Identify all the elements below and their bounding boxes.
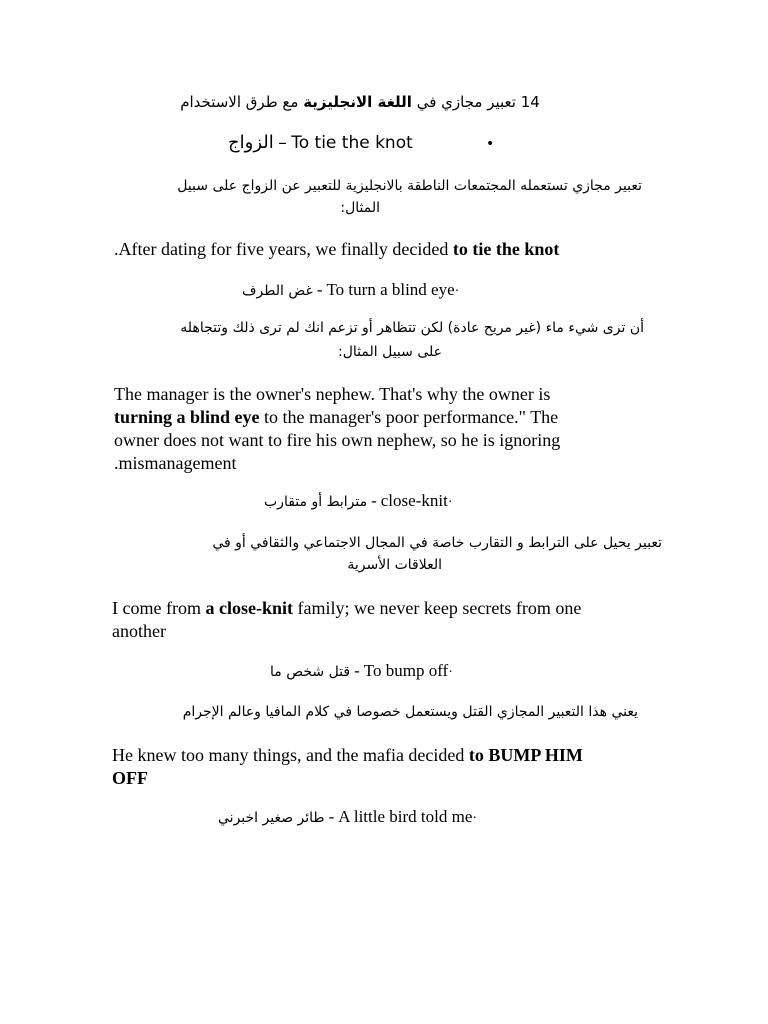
idiom-4-dash: -	[354, 661, 360, 680]
idiom-2-dash: -	[316, 280, 323, 299]
idiom-2-example-line2	[114, 406, 558, 429]
idiom-3-english: close-knit	[380, 491, 448, 510]
idiom-3-description-line2: العلاقات الأسرية	[347, 557, 442, 573]
idiom-1-example	[114, 238, 559, 261]
idiom-1-description-line1: تعبير مجازي تستعمله المجتمعات الناطقة بالانجليزية للتعبير عن الزواج على سبيل	[177, 178, 642, 194]
idiom-1-dash: –	[278, 133, 287, 153]
idiom-2-example-line3: owner does not want to fire his own nephew, so he is ignoring	[114, 430, 561, 450]
title-emphasis: اللغة الانجليزية	[303, 93, 412, 111]
idiom-4-example-line1	[112, 744, 583, 767]
idiom-4-arabic: قتل شخص ما	[270, 664, 351, 680]
idiom-2-description-line1: أن ترى شيء ماء (غير مريح عادة) لكن تتظاهر أو تزعم انك لم ترى ذلك وتتجاهله	[180, 320, 644, 336]
idiom-2-marker: ·	[454, 284, 460, 299]
idiom-4-marker: ·	[448, 665, 453, 680]
idiom-2-example-bold: turning a blind eye	[114, 407, 260, 427]
idiom-3-example-line2: another	[112, 621, 166, 641]
idiom-4-example-bold2: OFF	[112, 768, 148, 788]
idiom-1-example-text: .After dating for five years, we finally decided	[114, 239, 453, 259]
idiom-5-english: A little bird told me	[338, 807, 473, 826]
title-prefix: 14 تعبير مجازي في	[411, 93, 540, 111]
idiom-4-description-line1: يعني هذا التعبير المجازي القتل ويستعمل خصوصا في كلام المافيا وعالم الإجرام	[182, 704, 638, 720]
idiom-5-dash: -	[328, 807, 335, 826]
idiom-4-english: To bump off	[363, 661, 449, 680]
idiom-3-example-post: family; we never keep secrets from one	[292, 598, 582, 618]
idiom-1-heading	[228, 132, 528, 153]
idiom-5-heading	[218, 807, 477, 828]
idiom-5-arabic: طائر صغير اخبرني	[218, 810, 325, 826]
idiom-2-english: To turn a blind eye	[326, 280, 455, 299]
idiom-1-arabic: الزواج	[228, 132, 274, 153]
idiom-3-arabic: مترابط أو متقارب	[264, 494, 368, 510]
idiom-4-example-pre: He knew too many things, and the mafia decided	[112, 745, 469, 765]
idiom-1-english: To tie the knot	[291, 133, 413, 153]
idiom-2-example-line4: .mismanagement	[114, 453, 237, 473]
bullet-icon: •	[486, 136, 495, 152]
idiom-3-example-bold: a close-knit	[205, 598, 293, 618]
idiom-4-example-line2	[112, 767, 148, 790]
idiom-4-example-bold: to BUMP HIM	[468, 745, 583, 765]
idiom-4-heading	[270, 661, 453, 682]
idiom-3-example-line1	[112, 597, 581, 620]
idiom-5-marker: ·	[472, 811, 478, 826]
idiom-1-description-line2: المثال:	[340, 200, 380, 216]
idiom-2-description-line2: على سبيل المثال:	[338, 344, 442, 360]
idiom-2-example-line1: The manager is the owner's nephew. That's why the owner is	[114, 384, 551, 404]
idiom-3-heading	[264, 491, 452, 512]
page-title	[150, 92, 570, 112]
idiom-3-marker: ·	[447, 495, 453, 510]
title-suffix: مع طرق الاستخدام	[180, 93, 304, 111]
idiom-3-example-pre: I come from	[112, 598, 206, 618]
idiom-3-description-line1: تعبير يحيل على الترابط و التقارب خاصة في المجال الاجتماعي والثقافي أو في	[212, 535, 662, 551]
idiom-2-heading	[242, 280, 459, 301]
idiom-3-dash: -	[371, 491, 377, 510]
idiom-2-example-line2-rest: to the manager's poor performance." The	[259, 407, 559, 427]
idiom-1-example-bold: to tie the knot	[452, 239, 560, 259]
idiom-2-arabic: غض الطرف	[242, 283, 313, 299]
